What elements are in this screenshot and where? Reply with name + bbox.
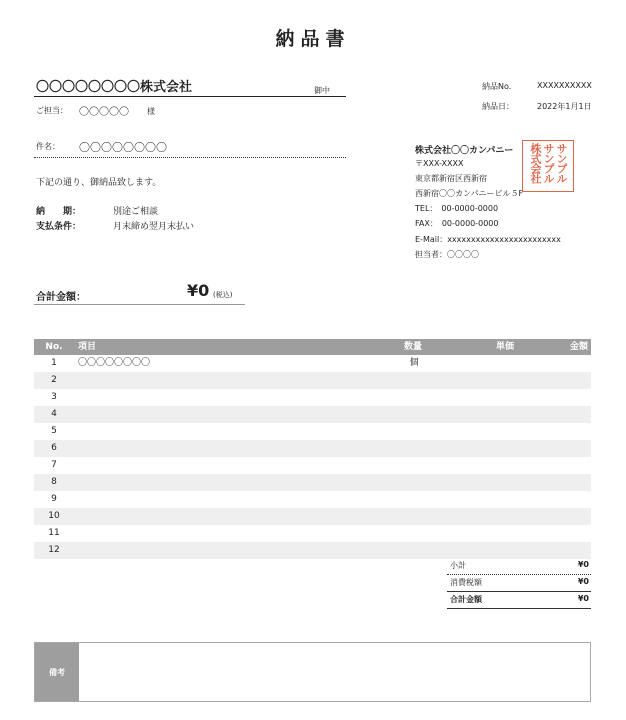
header-item: 項目 bbox=[78, 342, 97, 352]
row-no: 7 bbox=[51, 460, 57, 470]
row-item: 〇〇〇〇〇〇〇〇 bbox=[78, 358, 151, 368]
delivery-date-label: 納品日： bbox=[482, 102, 514, 111]
total-amount: ¥0 bbox=[187, 281, 210, 300]
table-row bbox=[34, 440, 591, 457]
stamp-column: 株式会社 bbox=[529, 143, 542, 183]
delivery-term-label: 納 期： bbox=[36, 207, 82, 217]
table-row bbox=[34, 474, 591, 491]
remarks-box bbox=[34, 642, 591, 702]
row-no: 5 bbox=[51, 426, 57, 436]
row-no: 6 bbox=[51, 443, 57, 453]
delivery-date-value: 2022年1月1日 bbox=[537, 102, 592, 111]
stamp-column: サンプル bbox=[542, 143, 555, 183]
subject-underline bbox=[34, 157, 346, 158]
client-underline bbox=[34, 96, 346, 97]
company-address2: 西新宿〇〇カンパニービル５F bbox=[415, 189, 524, 198]
subtotal-label: 小計 bbox=[450, 561, 466, 570]
table-row bbox=[34, 372, 591, 389]
header-amount: 金額 bbox=[569, 342, 588, 352]
row-no: 3 bbox=[51, 392, 57, 402]
company-postal: 〒XXX-XXXX bbox=[415, 159, 464, 168]
items-table bbox=[34, 339, 591, 559]
row-no: 1 bbox=[51, 358, 57, 368]
row-no: 10 bbox=[48, 511, 60, 521]
row-no: 11 bbox=[48, 528, 60, 538]
table-row bbox=[34, 525, 591, 542]
tax-value: ¥0 bbox=[577, 577, 589, 586]
header-price: 単価 bbox=[496, 342, 515, 352]
row-qty: 個 bbox=[409, 358, 419, 368]
total-tax-note: (税込) bbox=[213, 291, 233, 299]
subtotal-value: ¥0 bbox=[577, 560, 589, 569]
row-no: 8 bbox=[51, 477, 57, 487]
contact-honorific: 様 bbox=[147, 107, 155, 116]
contact-label: ご担当： bbox=[36, 106, 68, 115]
document-title: 納品書 bbox=[275, 28, 351, 50]
row-no: 12 bbox=[48, 545, 60, 555]
table-row bbox=[34, 491, 591, 508]
delivery-number-value: XXXXXXXXXX bbox=[537, 81, 592, 90]
stamp-column: サンプル bbox=[555, 143, 568, 183]
subject-value: 〇〇〇〇〇〇〇〇 bbox=[79, 141, 167, 154]
company-name: 株式会社〇〇カンパニー bbox=[415, 146, 514, 156]
tax-row bbox=[447, 574, 591, 592]
payment-term-label: 支払条件： bbox=[36, 222, 82, 232]
row-no: 4 bbox=[51, 409, 57, 419]
company-fax: FAX： 00-0000-0000 bbox=[415, 219, 499, 228]
table-row bbox=[34, 457, 591, 474]
company-person: 担当者：〇〇〇〇 bbox=[415, 250, 479, 259]
row-no: 2 bbox=[51, 375, 57, 385]
total-label: 合計金額： bbox=[36, 292, 86, 303]
header-qty: 数量 bbox=[404, 342, 423, 352]
table-header bbox=[34, 339, 591, 355]
company-seal-stamp bbox=[522, 140, 574, 192]
grand-total-row bbox=[447, 591, 591, 609]
table-row bbox=[34, 423, 591, 440]
grand-total-value: ¥0 bbox=[577, 594, 589, 603]
subtotal-row bbox=[447, 557, 591, 575]
table-row bbox=[34, 355, 591, 372]
company-address1: 東京都新宿区西新宿 bbox=[415, 174, 487, 183]
intro-text: 下記の通り、御納品致します。 bbox=[36, 178, 162, 188]
delivery-term-value: 別途ご相談 bbox=[113, 207, 159, 217]
company-email: E-Mail：xxxxxxxxxxxxxxxxxxxxxxxx bbox=[415, 235, 561, 244]
subject-label: 件名： bbox=[36, 142, 60, 151]
tax-label: 消費税額 bbox=[450, 578, 482, 587]
payment-term-value: 月末締め翌月末払い bbox=[113, 222, 195, 232]
table-row bbox=[34, 389, 591, 406]
client-honorific: 御中 bbox=[314, 86, 330, 95]
remarks-label: 備考 bbox=[35, 643, 79, 701]
header-no: No. bbox=[45, 342, 63, 352]
delivery-number-label: 納品No. bbox=[482, 82, 512, 91]
row-no: 9 bbox=[51, 494, 57, 504]
total-underline bbox=[34, 304, 245, 305]
grand-total-label: 合計金額 bbox=[450, 595, 482, 604]
client-name: 〇〇〇〇〇〇〇〇株式会社 bbox=[36, 80, 193, 95]
table-row bbox=[34, 406, 591, 423]
contact-name: 〇〇〇〇〇 bbox=[79, 107, 129, 118]
company-tel: TEL： 00-0000-0000 bbox=[415, 204, 499, 213]
table-row bbox=[34, 508, 591, 525]
